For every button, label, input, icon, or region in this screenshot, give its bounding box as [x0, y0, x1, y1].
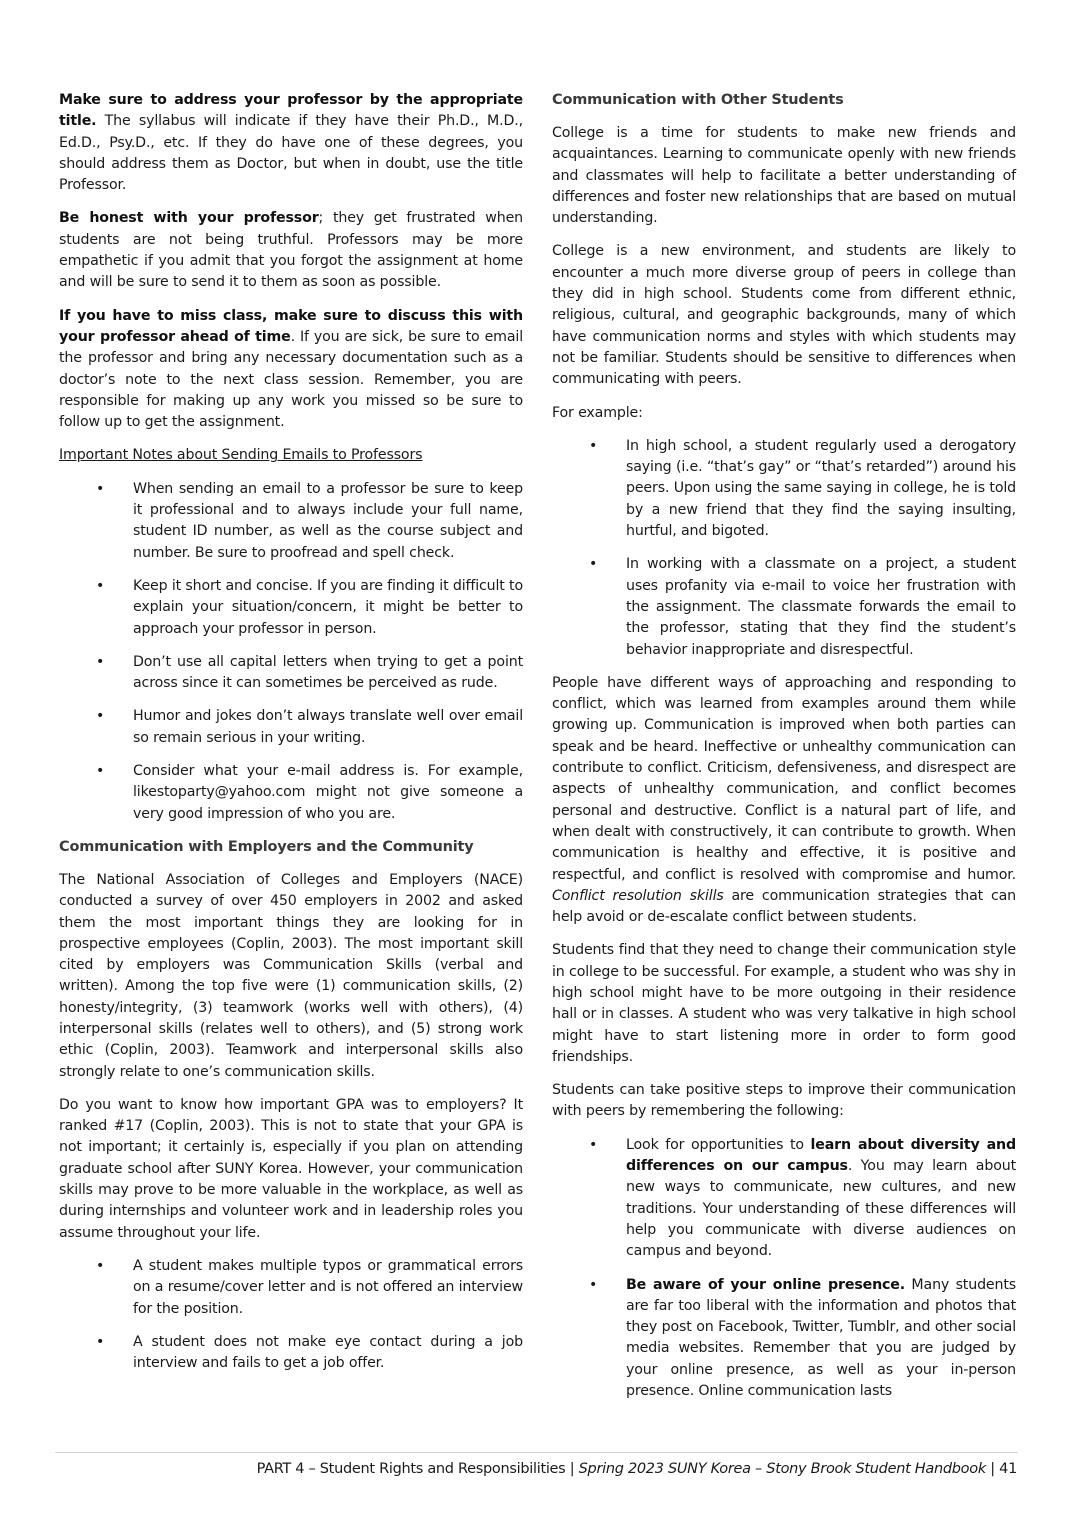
list-item: • A student does not make eye contact during a job interview and fails to get a job offer.	[96, 1333, 523, 1372]
footer-part: PART 4 – Student Rights and Responsibilities	[256, 1461, 566, 1477]
bullet-icon: •	[96, 763, 105, 780]
list-item: • Consider what your e-mail address is. For example, likestoparty@yahoo.com might not give someone a very good impression of who you are.	[96, 763, 523, 822]
paragraph-conflict: People have different ways of approaching and responding to conflict, which was learned from examples around them while growing up. Communication is improved when both parties can speak and be heard. Ineffective or unhealthy communication can contribute to conflict. Criticism, defensiveness, and disrespect are aspects of unhealthy communication, and conflict becomes personal and destructive. Conflict is a natural part of life, and when dealt with constructively, it can contribute to growth. When communication is healthy and effective, it is positive and respectful, and conflict is resolved with compromise and humor. Conflict resolution skills are communication strategies that can help avoid or de-escalate conflict between students.	[552, 674, 1016, 926]
footer-handbook-title: Spring 2023 SUNY Korea – Stony Brook Student Handbook	[578, 1461, 986, 1477]
bullet-icon: •	[589, 437, 598, 454]
list-item: • In high school, a student regularly used a derogatory saying (i.e. “that’s gay” or “that’s retarded”) around his peers. Upon using the same saying in college, he is told by a new friend that they find the saying insulting, hurtful, and bigoted.	[589, 437, 1016, 540]
paragraph-professor-title: Make sure to address your professor by the appropriate title. The syllabus will indicate if they have their Ph.D., M.D., Ed.D., Psy.D., etc. If they do have one of these degrees, you should address them as Doctor, but when in doubt, use the title Professor.	[59, 92, 523, 194]
list-item: • Humor and jokes don’t always translate well over email so remain serious in your writing.	[96, 708, 523, 746]
left-column	[59, 90, 523, 1386]
paragraph-positive-steps: Students can take positive steps to improve their communication with peers by remembering the following:	[552, 1082, 1016, 1120]
bullet-icon: •	[589, 1136, 598, 1153]
list-item: • When sending an email to a professor be sure to keep it professional and to always include your full name, student ID number, as well as the course subject and number. Be sure to proofread and spell check.	[96, 480, 523, 561]
paragraph-be-honest: Be honest with your professor; they get frustrated when students are not being truthful. Professors may be more empathetic if you admit that you forgot the assignment at home and will be sure to send it to them as soon as possible.	[59, 210, 523, 291]
page-number: 41	[999, 1461, 1017, 1477]
student-examples-list	[552, 436, 1016, 661]
paragraph-gpa: Do you want to know how important GPA was to employers? It ranked #17 (Coplin, 2003). This is not to state that your GPA is not important; it certainly is, especially if you plan on attending graduate school after SUNY Korea. However, your communication skills may prove to be more valuable in the workplace, as well as during internships and volunteer work and in leadership roles you assume throughout your life.	[59, 1096, 523, 1241]
list-item: • Keep it short and concise. If you are finding it difficult to explain your situation/concern, it might be better to approach your professor in person.	[96, 577, 524, 637]
footer-divider	[55, 1452, 1018, 1453]
bullet-icon: •	[96, 1257, 105, 1274]
bullet-icon: •	[96, 653, 105, 670]
students-heading: Communication with Other Students	[552, 92, 844, 108]
bullet-icon: •	[589, 556, 598, 573]
email-notes-heading: Important Notes about Sending Emails to Professors	[59, 447, 423, 464]
list-item: • In working with a classmate on a project, a student uses profanity via e-mail to voice her frustration with the assignment. The classmate forwards the email to the professor, stating that they find the student’s behavior inappropriate and disrespectful.	[589, 556, 1016, 658]
paragraph-new-environment: College is a new environment, and students are likely to encounter a much more diverse group of peers in college than they did in high school. Students come from different ethnic, religious, cultural, and geographic backgrounds, many of which have communication norms and styles with which students may not be familiar. Students should be sensitive to differences when communicating with peers.	[552, 243, 1016, 388]
list-item: • A student makes multiple typos or grammatical errors on a resume/cover letter and is not offered an interview for the position.	[96, 1257, 523, 1317]
positive-steps-list	[552, 1135, 1016, 1403]
email-notes-list	[59, 479, 523, 825]
page-footer: PART 4 – Student Rights and Responsibilities | Spring 2023 SUNY Korea – Stony Brook Student Handbook | 41	[256, 1461, 1017, 1477]
list-item: • Don’t use all capital letters when trying to get a point across since it can sometimes be perceived as rude.	[96, 653, 523, 692]
for-example-label: For example:	[552, 404, 643, 421]
bullet-icon: •	[96, 577, 105, 594]
bullet-icon: •	[96, 1333, 105, 1350]
paragraph-communication-style: Students find that they need to change their communication style in college to be successful. For example, a student who was shy in high school might have to be more outgoing in their residence hall or in classes. A student who was very talkative in high school might have to start listening more in order to form good friendships.	[552, 942, 1016, 1065]
paragraph-new-friends: College is a time for students to make new friends and acquaintances. Learning to communicate openly with new friends and classmates will help to facilitate a better understanding of differences and foster new relationships that are based on mutual understanding.	[552, 125, 1016, 227]
bullet-icon: •	[96, 708, 105, 725]
employers-heading: Communication with Employers and the Community	[59, 838, 474, 855]
paragraph-nace-survey: The National Association of Colleges and Employers (NACE) conducted a survey of over 450 employers in 2002 and asked them the most important things they are looking for in prospective employees (Coplin, 2003). The most important skill cited by employers was Communication Skills (verbal and written). Among the top five were (1) communication skills, (2) honesty/integrity, (3) teamwork (works well with others), (4) interpersonal skills (relates well to others), and (5) strong work ethic (Coplin, 2003). Teamwork and interpersonal skills also strongly relate to one’s communication skills.	[59, 871, 523, 1080]
bullet-icon: •	[96, 480, 105, 497]
list-item: • Be aware of your online presence. Many students are far too liberal with the information and photos that they post on Facebook, Twitter, Tumblr, and other social media websites. Remember that you are judged by your online presence, as well as your in-person presence. Online communication lasts	[589, 1276, 1016, 1400]
list-item: • Look for opportunities to learn about diversity and differences on our campus. You may learn about new ways to communicate, new cultures, and new traditions. Your understanding of these differences will help you communicate with diverse audiences on campus and beyond.	[589, 1136, 1016, 1260]
right-column	[552, 90, 1016, 1414]
paragraph-miss-class: If you have to miss class, make sure to discuss this with your professor ahead of time. If you are sick, be sure to email the professor and bring any necessary documentation such as a doctor’s note to the next class session. Remember, you are responsible for making up any work you missed so be sure to follow up to get the assignment.	[59, 307, 523, 431]
employer-examples-list	[59, 1256, 523, 1374]
bullet-icon: •	[589, 1276, 598, 1293]
